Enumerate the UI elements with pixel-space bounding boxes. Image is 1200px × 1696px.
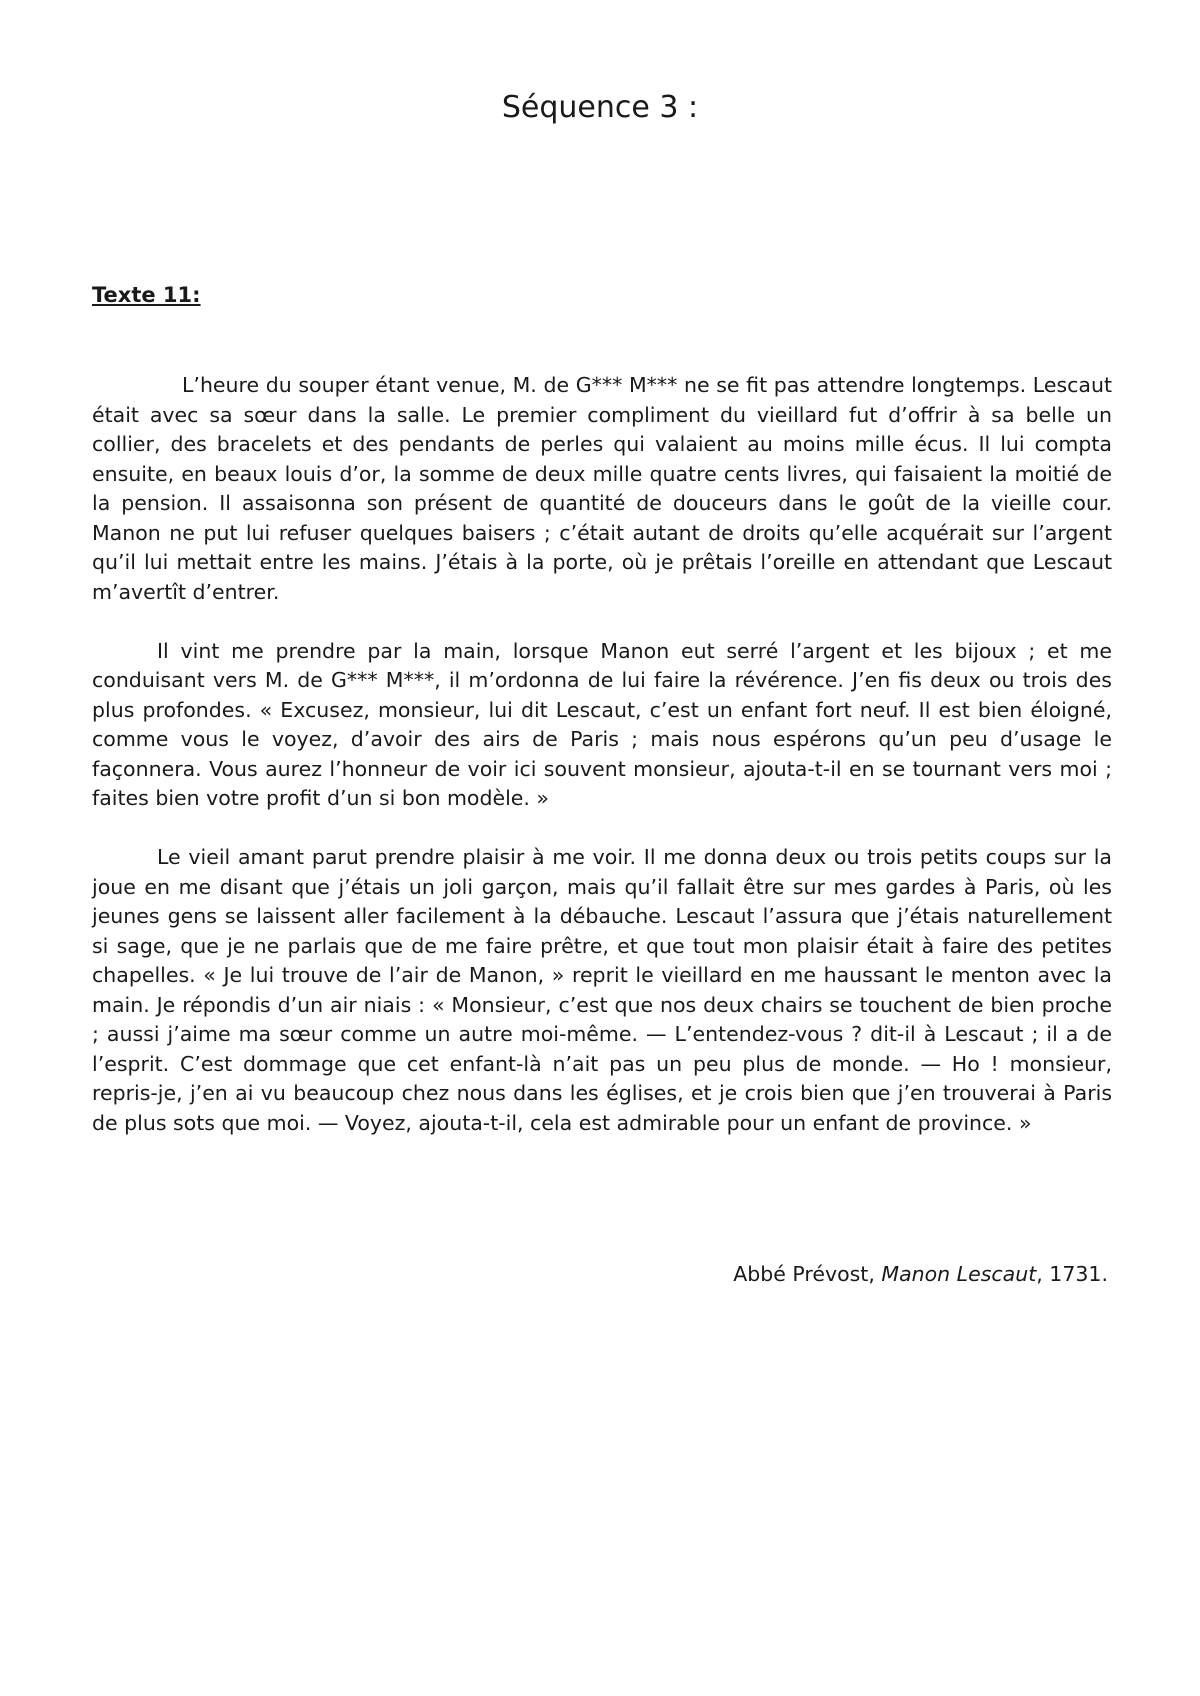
paragraph-1: L’heure du souper étant venue, M. de G*** M*** ne se fit pas attendre longtemps. Lescaut était avec sa sœur dans la salle. Le premier compliment du vieillard fut d’offrir à sa belle un collier, des bracelets et des pendants de perles qui valaient au moins mille écus. Il lui compta ensuite, en beaux louis d’or, la somme de deux mille quatre cents livres, qui faisaient la moitié de la pension. Il assaisonna son présent de quantité de douceurs dans le goût de la vieille cour. Manon ne put lui refuser quelques baisers ; c’était autant de droits qu’elle acquérait sur l’argent qu’il lui mettait entre les mains. J’étais à la porte, où je prêtais l’oreille en attendant que Lescaut m’avertît d’entrer. (92, 373, 1112, 604)
body-text (92, 371, 1112, 1168)
page-title: Séquence 3 : (501, 90, 699, 125)
paragraph-3: Le vieil amant parut prendre plaisir à me voir. Il me donna deux ou trois petits coups sur la joue en me disant que j’étais un joli garçon, mais qu’il fallait être sur mes gardes à Paris, où les jeunes gens se laissent aller facilement à la débauche. Lescaut l’assura que j’étais naturellement si sage, que je ne parlais que de me faire prêtre, et que tout mon plaisir était à faire des petites chapelles. « Je lui trouve de l’air de Manon, » reprit le vieillard en me haussant le menton avec la main. Je répondis d’un air niais : « Monsieur, c’est que nos deux chairs se touchent de bien proche ; aussi j’aime ma sœur comme un autre moi-même. — L’entendez-vous ? dit-il à Lescaut ; il a de l’esprit. C’est dommage que cet enfant-là n’ait pas un peu plus de monde. — Ho ! monsieur, repris-je, j’en ai vu beaucoup chez nous dans les églises, et je crois bien que j’en trouverai à Paris de plus sots que moi. — Voyez, ajouta-t-il, cela est admirable pour un enfant de province. » (92, 845, 1112, 1135)
citation-work: Manon Lescaut (881, 1262, 1037, 1286)
citation-author: Abbé Prévost, (733, 1262, 882, 1286)
citation-year: , 1731. (1036, 1262, 1108, 1286)
citation (733, 1262, 1108, 1286)
section-label: Texte 11: (92, 283, 201, 307)
paragraph-2: Il vint me prendre par la main, lorsque Manon eut serré l’argent et les bijoux ; et me conduisant vers M. de G*** M***, il m’ordonna de lui faire la révérence. J’en fis deux ou trois des plus profondes. « Excusez, monsieur, lui dit Lescaut, c’est un enfant fort neuf. Il est bien éloigné, comme vous le voyez, d’avoir des airs de Paris ; mais nous espérons qu’un peu d’usage le façonnera. Vous aurez l’honneur de voir ici souvent monsieur, ajouta-t-il en se tournant vers moi ; faites bien votre profit d’un si bon modèle. » (92, 638, 1112, 810)
